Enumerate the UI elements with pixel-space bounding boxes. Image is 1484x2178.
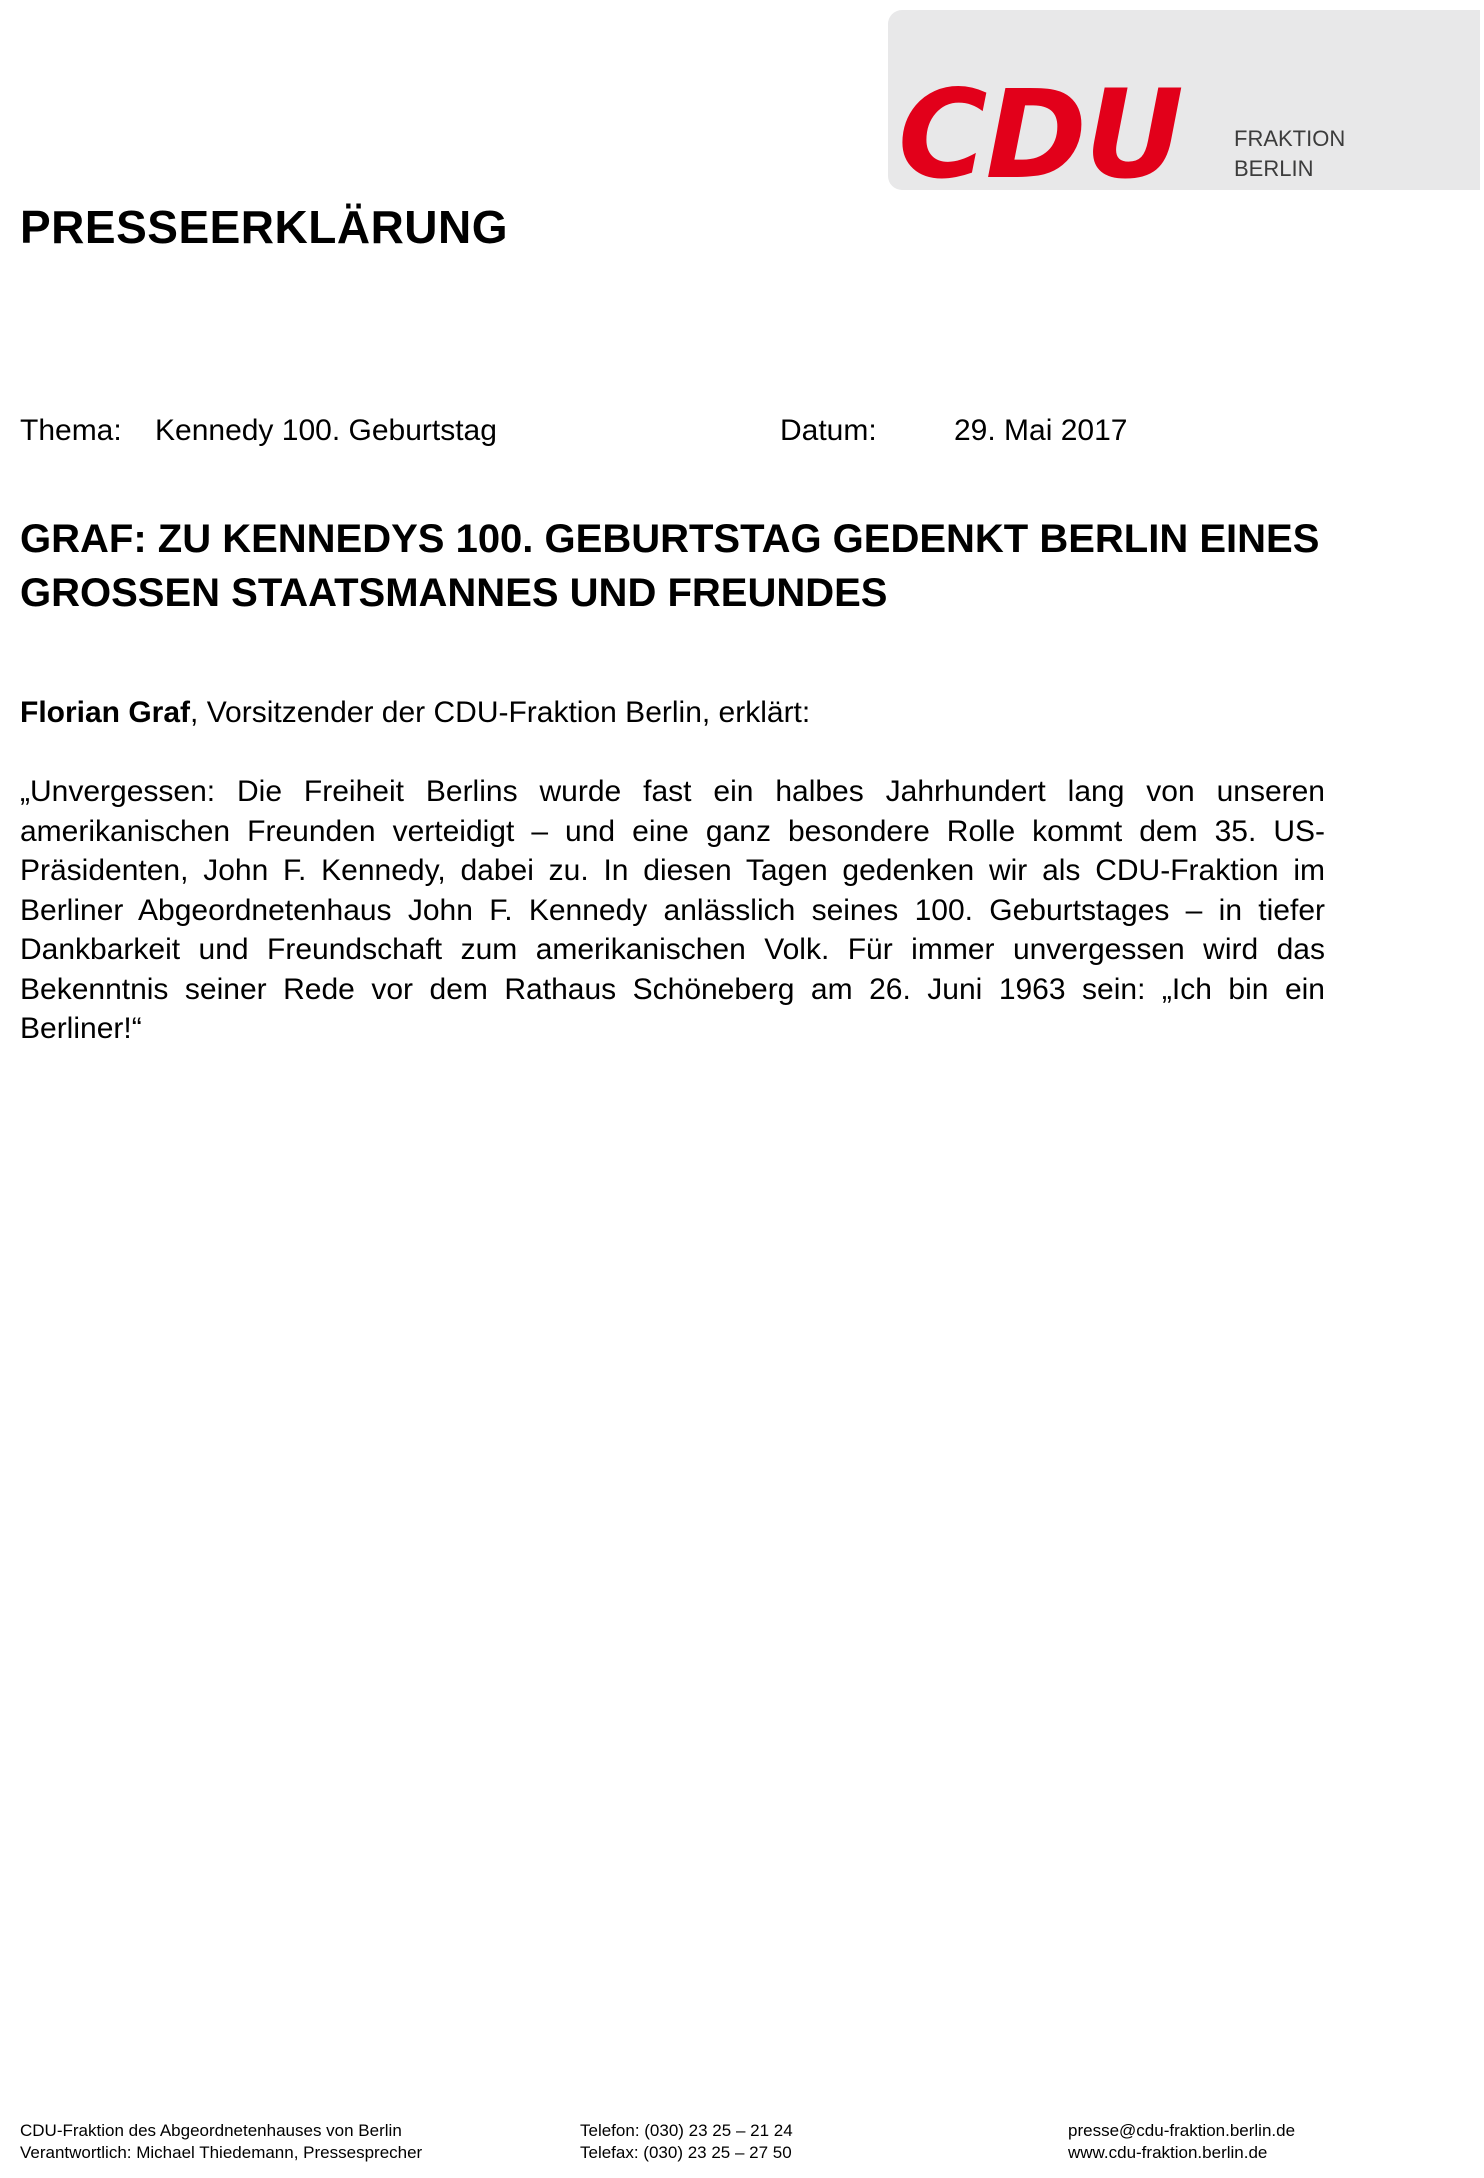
footer-fax: Telefax: (030) 23 25 – 27 50 [580,2143,792,2162]
cdu-logo-wordmark: CDU [898,64,1182,206]
statement-body: „Unvergessen: Die Freiheit Berlins wurde fast ein halbes Jahrhundert lang von unseren amerikanischen Freunden verteidigt – und eine ganz besondere Rolle kommt dem 35. US-Präsidenten, John F. Kennedy, dabei zu. In diesen Tagen gedenken wir als CDU-Fraktion im Berliner Abgeordnetenhaus John F. Kennedy anlässlich seines 100. Geburtstages – in tiefer Dankbarkeit und Freundschaft zum amerikanischen Volk. Für immer unvergessen wird das Bekenntnis seiner Rede vor dem Rathaus Schöneberg am 26. Juni 1963 sein: „Ich bin ein Berliner!“ [20,775,1325,1045]
date-value: 29. Mai 2017 [954,414,1128,447]
date-label: Datum: [780,414,877,447]
speaker-role: , Vorsitzender der CDU-Fraktion Berlin, erklärt: [190,696,811,729]
speaker-name: Florian Graf [20,696,191,729]
headline: GRAF: ZU KENNEDYS 100. GEBURTSTAG GEDENKT BERLIN EINES GROSSEN STAATSMANNES UND FREUNDES [20,517,1320,615]
footer-organization [20,2120,422,2164]
speaker-intro [20,696,810,730]
footer-contact-phone [580,2120,793,2164]
footer-email[interactable]: presse@cdu-fraktion.berlin.de [1068,2121,1296,2140]
logo-subtitle-line2: BERLIN [1234,156,1314,181]
logo-subtitle-line1: FRAKTION [1234,126,1346,151]
logo-subtitle [1234,124,1345,184]
topic-label: Thema: [20,414,122,447]
footer-contact-web [1068,2120,1295,2164]
topic-value: Kennedy 100. Geburtstag [155,414,497,447]
footer-responsible: Verantwortlich: Michael Thiedemann, Pressesprecher [20,2143,423,2162]
footer-phone: Telefon: (030) 23 25 – 21 24 [580,2121,793,2140]
document-type-title: PRESSEERKLÄRUNG [20,201,509,253]
footer-org-name: CDU-Fraktion des Abgeordnetenhauses von Berlin [20,2121,402,2140]
footer-website[interactable]: www.cdu-fraktion.berlin.de [1068,2143,1268,2162]
